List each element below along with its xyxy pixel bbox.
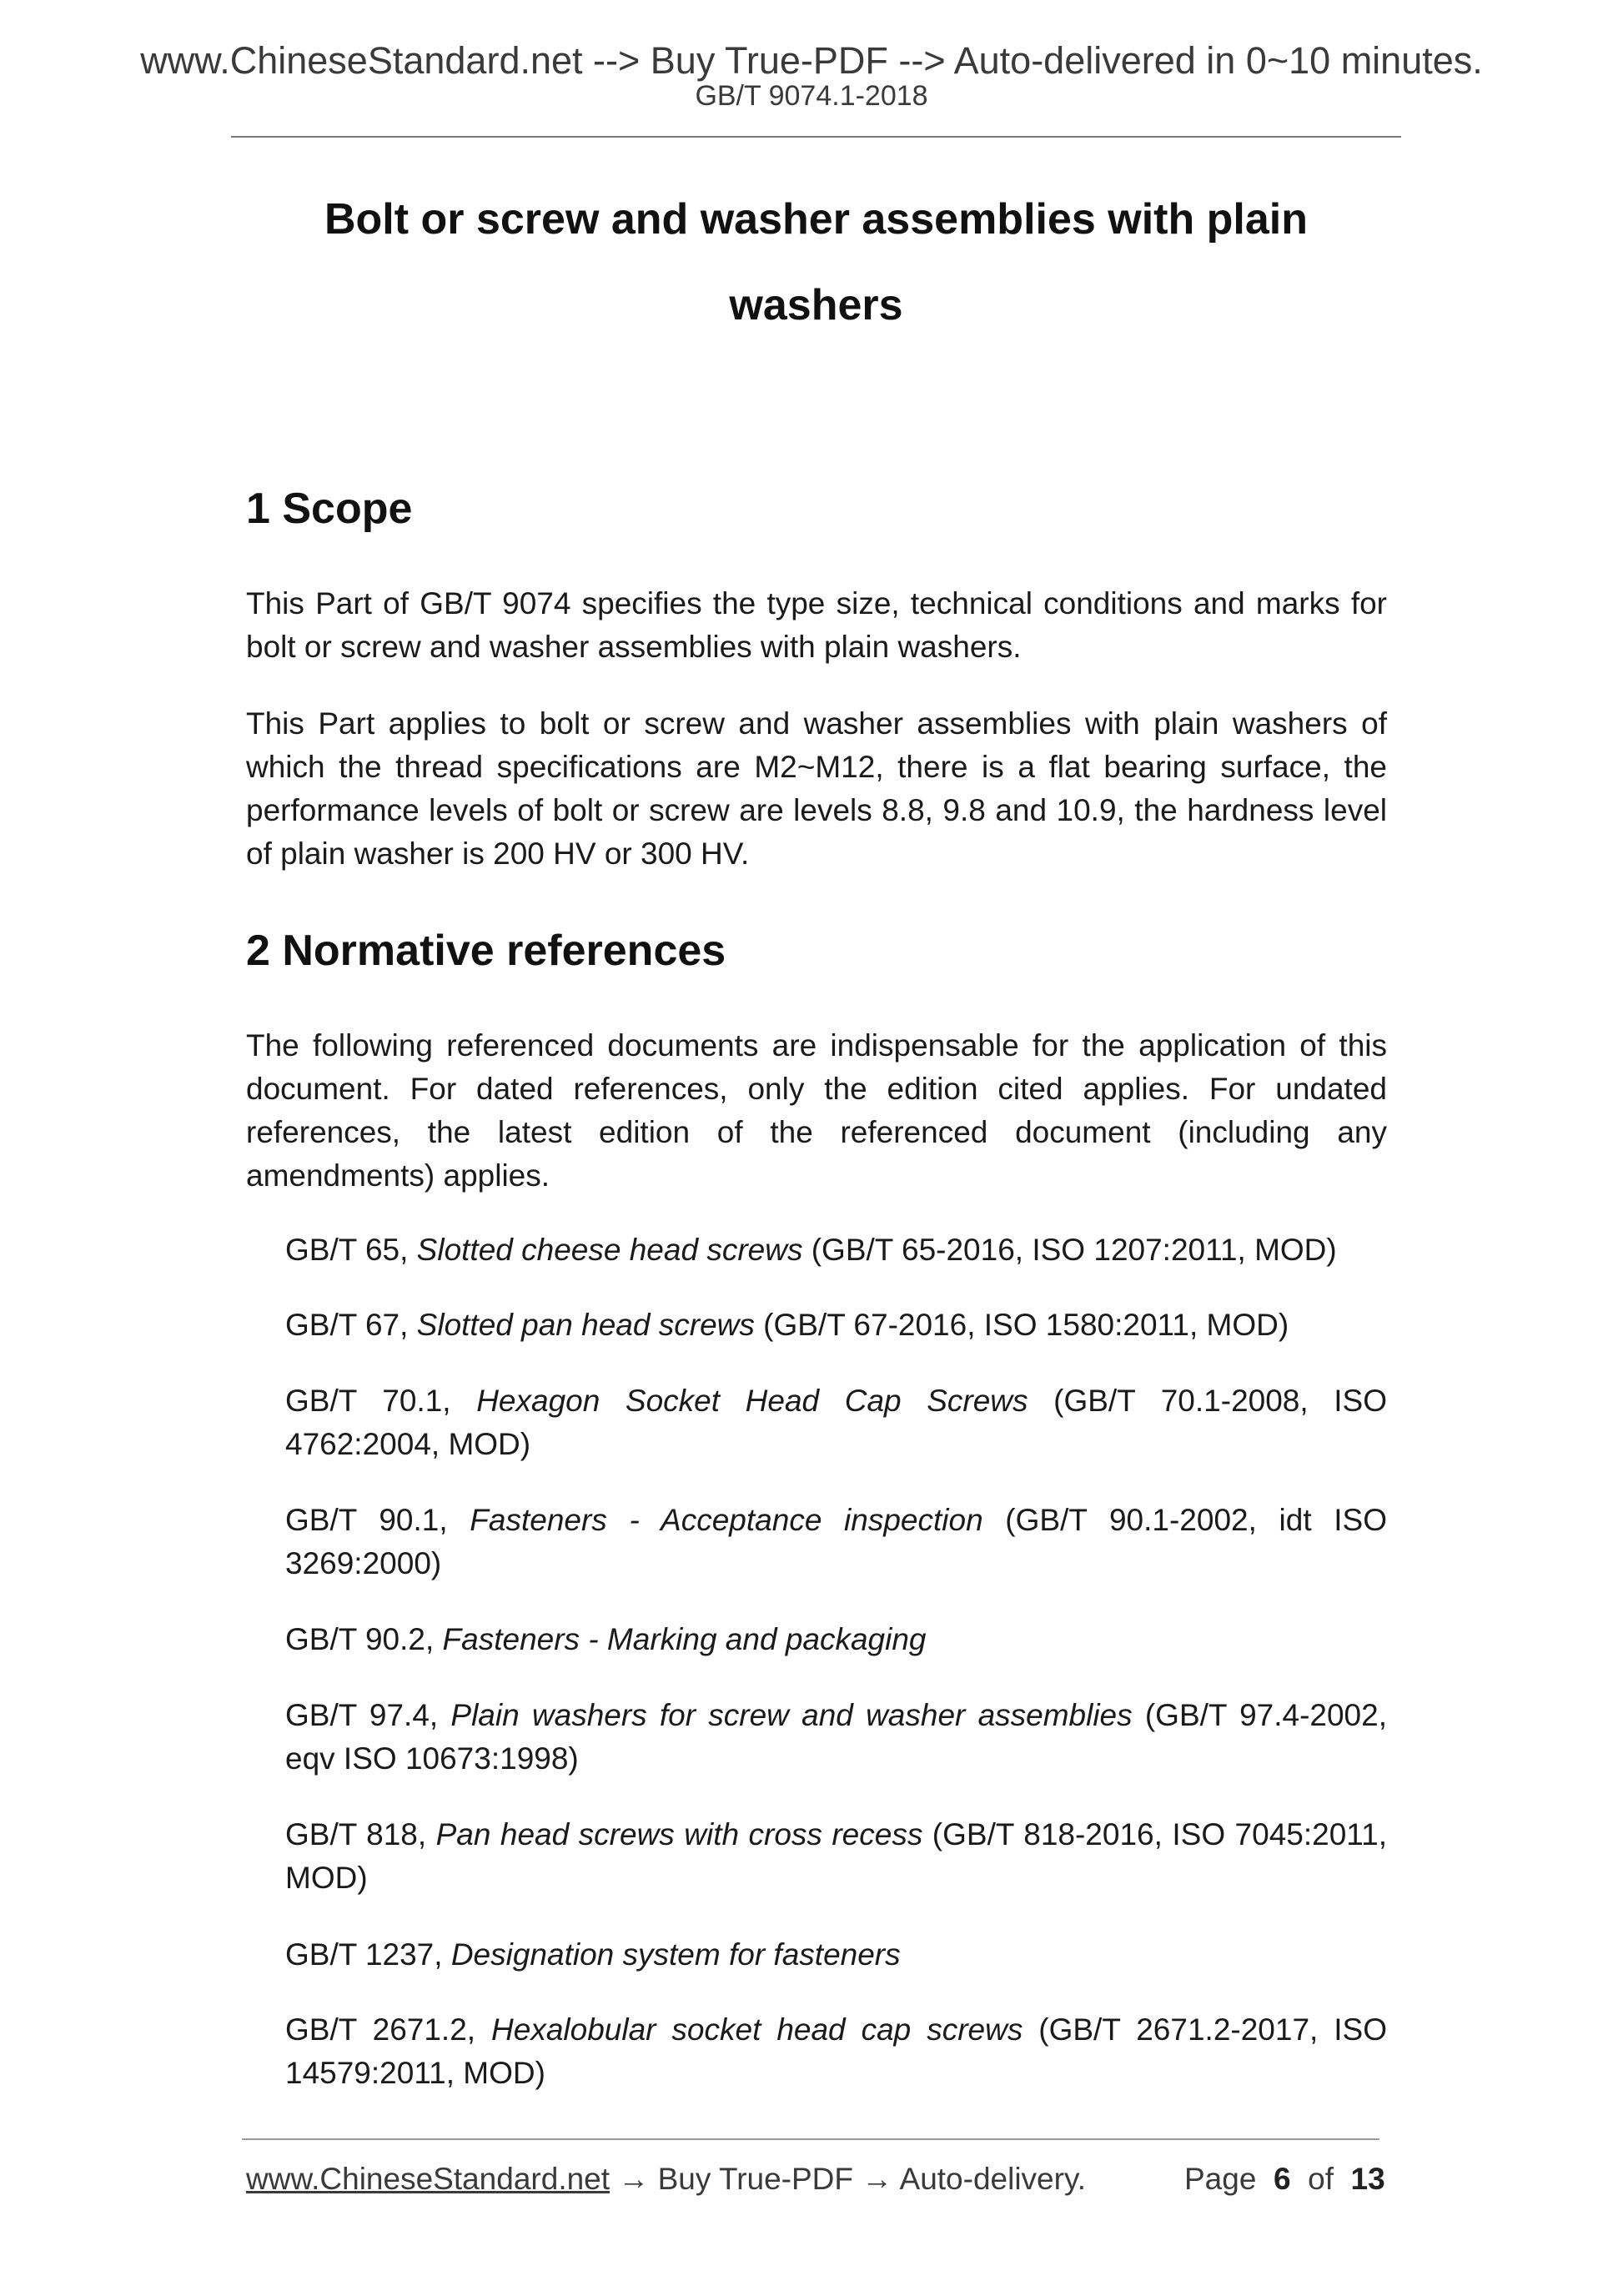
ref-title: Fasteners - Acceptance inspection [470, 1503, 983, 1537]
ref-title: Slotted cheese head screws [416, 1233, 803, 1267]
ref-note: (GB/T 65-2016, ISO 1207:2011, MOD) [802, 1233, 1337, 1267]
ref-note: (GB/T 90.1-2002, idt ISO 3269:2000) [285, 1503, 1387, 1580]
scope-paragraph-2: This Part applies to bolt or screw and washer assemblies with plain washers of which the thread specifications are M2~M12, there is a flat bearing surface, the performance levels of bolt or screw are levels 8.8, 9.8 and 10.9, the hardness level of plain washer is 200 HV or 300 HV. [246, 706, 1387, 871]
ref-code: GB/T 97.4, [285, 1698, 451, 1732]
reference-item [285, 1228, 1387, 1272]
ref-code: GB/T 90.1, [285, 1503, 470, 1537]
ref-code: GB/T 65, [285, 1233, 417, 1267]
total-pages: 13 [1350, 2162, 1385, 2196]
ref-note: (GB/T 67-2016, ISO 1580:2011, MOD) [754, 1308, 1289, 1342]
ref-title: Slotted pan head screws [416, 1308, 755, 1342]
scope-paragraph-1: This Part of GB/T 9074 specifies the type size, technical conditions and marks for bolt or screw and washer assemblies with plain washers. [246, 586, 1387, 664]
section-heading-scope: 1 Scope [246, 485, 413, 533]
ref-code: GB/T 2671.2, [285, 2012, 492, 2047]
title-line-2: washers [729, 281, 903, 329]
of-label: of [1308, 2162, 1334, 2196]
reference-item [285, 1694, 1387, 1781]
ref-title: Designation system for fasteners [450, 1937, 901, 1972]
ref-code: GB/T 90.2, [285, 1622, 443, 1656]
footer-divider [242, 2138, 1379, 2140]
header-banner: www.ChineseStandard.net --> Buy True-PDF --> Auto-delivered in 0~10 minutes. [140, 39, 1483, 82]
ref-code: GB/T 67, [285, 1308, 417, 1342]
page-number [1184, 2163, 1385, 2194]
ref-title: Hexalobular socket head cap screws [491, 2012, 1023, 2047]
reference-item [285, 1379, 1387, 1466]
reference-item [285, 2008, 1387, 2095]
page-label: Page [1184, 2162, 1257, 2196]
ref-note: (GB/T 70.1-2008, ISO 4762:2004, MOD) [285, 1384, 1388, 1461]
ref-note: (GB/T 97.4-2002, eqv ISO 10673:1998) [285, 1698, 1387, 1776]
page-title [231, 177, 1401, 349]
ref-code: GB/T 818, [285, 1817, 436, 1851]
ref-note: (GB/T 2671.2-2017, ISO 14579:2011, MOD) [285, 2012, 1387, 2090]
header-divider [231, 136, 1401, 138]
footer-promo-text: → Buy True-PDF → Auto-delivery. [610, 2162, 1086, 2196]
reference-item [285, 1304, 1387, 1347]
ref-note: (GB/T 818-2016, ISO 7045:2011, MOD) [285, 1817, 1387, 1895]
ref-title: Plain washers for screw and washer assemblies [450, 1698, 1133, 1732]
ref-title: Fasteners - Marking and packaging [442, 1622, 927, 1656]
ref-code: GB/T 1237, [285, 1937, 451, 1972]
reference-item [285, 1933, 1387, 1977]
footer-site-link[interactable]: www.ChineseStandard.net [246, 2162, 611, 2196]
document-id: GB/T 9074.1-2018 [695, 80, 928, 112]
reference-item [285, 1618, 1387, 1661]
section-heading-normative: 2 Normative references [246, 927, 726, 975]
current-page: 6 [1273, 2162, 1291, 2196]
title-line-1: Bolt or screw and washer assemblies with plain [324, 195, 1309, 244]
reference-item [285, 1499, 1387, 1585]
ref-title: Hexagon Socket Head Cap Screws [476, 1384, 1028, 1418]
normative-intro: The following referenced documents are indispensable for the application of this document. For dated references, only the edition cited applies. For undated references, the latest edition of the referenced document (including any amendments) applies. [246, 1028, 1387, 1193]
reference-item [285, 1813, 1387, 1900]
ref-code: GB/T 70.1, [285, 1384, 477, 1418]
ref-title: Pan head screws with cross recess [435, 1817, 923, 1851]
footer-promo [246, 2163, 1086, 2194]
